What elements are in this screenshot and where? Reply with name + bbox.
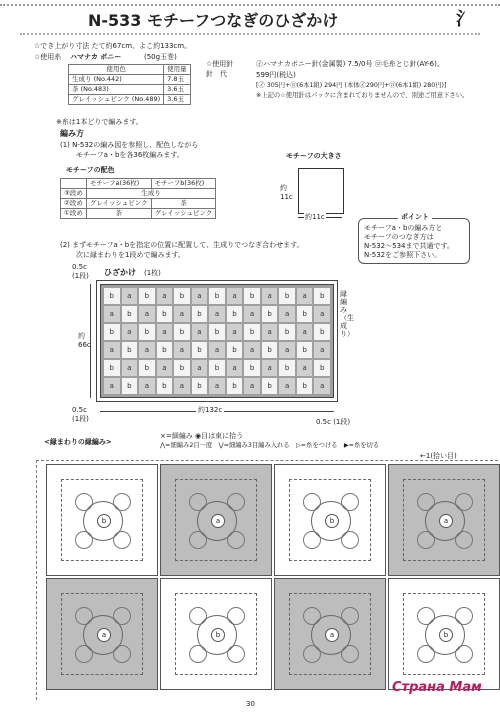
motif-cell-b: b <box>262 342 278 358</box>
motif-label: a <box>439 514 453 528</box>
motif-cell-a: a <box>157 288 173 304</box>
motif-cell-a: a <box>122 288 138 304</box>
blanket-width-label: 約132c <box>198 406 223 414</box>
method-heading: 編み方 <box>60 129 84 138</box>
motif-cell-a: a <box>122 360 138 376</box>
color-table-cell: 生成り <box>86 189 216 199</box>
motif-cell-b: b <box>279 288 295 304</box>
single-strand-note: ※糸は1本どりで編みます。 <box>56 118 143 126</box>
motif-cell-a: a <box>262 288 278 304</box>
color-table-cell: ②段め <box>61 199 87 209</box>
motif-cell-a: a <box>297 288 313 304</box>
motif-cell-a: a <box>244 306 260 322</box>
edging-motif-b <box>46 464 158 576</box>
top-margin-label: 0.5c <box>72 263 87 271</box>
motif-cell-b: b <box>157 306 173 322</box>
motif-cell-a: a <box>174 306 190 322</box>
edging-motif-a <box>388 464 500 576</box>
blanket-heading: ひざかけ <box>104 268 136 277</box>
yarn-table-cell: 生成り (No.442) <box>69 75 164 85</box>
motif-cell-a: a <box>139 306 155 322</box>
motif-cell-b: b <box>262 378 278 394</box>
motif-cell-b: b <box>314 288 330 304</box>
motif-cell-b: b <box>314 360 330 376</box>
color-table-cell: ③段め <box>61 189 87 199</box>
yarn-brand: ハマナカ ボニー <box>70 53 122 61</box>
motif-cell-a: a <box>104 306 120 322</box>
motif-size-square <box>298 168 344 214</box>
motif-cell-a: a <box>192 360 208 376</box>
motif-cell-a: a <box>157 324 173 340</box>
motif-label: b <box>211 628 225 642</box>
watermark-logo: Страна Мам <box>392 680 482 695</box>
yarn-table-cell: 茶 (No.483) <box>69 85 164 95</box>
color-table-cell: 茶 <box>86 209 151 219</box>
motif-cell-a: a <box>209 306 225 322</box>
color-table-cell: ①段め <box>61 209 87 219</box>
motif-cell-a: a <box>227 324 243 340</box>
motif-cell-a: a <box>314 378 330 394</box>
needle-text: ㋑ハマナカボニー針(金属製) 7.5/0号 ㋺毛糸とじ針(AY-6)。 <box>256 60 444 68</box>
edging-motif-b <box>388 578 500 690</box>
motif-cell-a: a <box>227 360 243 376</box>
motif-cell-a: a <box>174 342 190 358</box>
motif-cell-b: b <box>104 324 120 340</box>
motif-cell-b: b <box>244 288 260 304</box>
motif-cell-a: a <box>297 360 313 376</box>
motif-cell-b: b <box>192 378 208 394</box>
edging-legend-2: ⋀=細編み2目一度 ⋁=細編み3目編み入れる ▷=糸をつける ▶=糸を切る <box>160 442 380 449</box>
motif-cell-b: b <box>244 324 260 340</box>
motif-cell-b: b <box>104 288 120 304</box>
motif-cell-a: a <box>297 324 313 340</box>
price-detail: [㋑ 305円+㋺(6本1組) 294円 (本体㋑290円+㋺(6本1組) 280円)] <box>256 82 447 89</box>
blanket-height-label: 約66c <box>78 332 91 349</box>
motif-cell-b: b <box>122 378 138 394</box>
step1-text-cont: モチーフa・bを各36枚編みます。 <box>76 151 184 159</box>
motif-cell-a: a <box>192 324 208 340</box>
bottom-left-rows: (1段) <box>72 415 89 423</box>
point-line: N-532～534まで共通です。 <box>364 242 454 250</box>
motif-cell-b: b <box>174 324 190 340</box>
motif-cell-b: b <box>122 306 138 322</box>
motif-size-heading: モチーフの大きさ <box>286 152 342 160</box>
color-heading: モチーフの配色 <box>66 166 115 174</box>
motif-cell-a: a <box>262 324 278 340</box>
edging-motif-a <box>274 578 386 690</box>
motif-label: a <box>325 628 339 642</box>
color-table-cell: グレイッシュピンク <box>86 199 151 209</box>
motif-cell-b: b <box>314 324 330 340</box>
motif-cell-a: a <box>104 342 120 358</box>
motif-cell-a: a <box>314 306 330 322</box>
point-heading: ポイント <box>398 213 432 222</box>
motif-cell-b: b <box>209 324 225 340</box>
motif-cell-b: b <box>192 342 208 358</box>
motif-label: a <box>211 514 225 528</box>
motif-cell-b: b <box>244 360 260 376</box>
motif-label: b <box>439 628 453 642</box>
edging-motif-a <box>160 464 272 576</box>
motif-cell-a: a <box>174 378 190 394</box>
motif-cell-a: a <box>314 342 330 358</box>
edging-start-label: ←1(拾い目) <box>420 452 457 460</box>
color-table-header: モチーフb(36枚) <box>151 179 216 189</box>
motif-cell-b: b <box>227 378 243 394</box>
page-number: 30 <box>246 700 255 708</box>
motif-cell-b: b <box>279 360 295 376</box>
edging-heading: <縁まわりの縁編み> <box>44 438 112 446</box>
edging-motif-b <box>160 578 272 690</box>
brand-logo-icon: ⺡ <box>456 9 474 30</box>
motif-cell-b: b <box>174 360 190 376</box>
yarn-table <box>68 64 191 105</box>
blanket-count: (1枚) <box>144 269 161 277</box>
motif-cell-a: a <box>209 342 225 358</box>
bottom-left-margin: 0.5c <box>72 406 87 414</box>
motif-cell-a: a <box>209 378 225 394</box>
motif-cell-b: b <box>122 342 138 358</box>
yarn-weight: (50g玉巻) <box>144 53 177 61</box>
motif-cell-b: b <box>139 324 155 340</box>
motif-cell-b: b <box>174 288 190 304</box>
motif-cell-a: a <box>262 360 278 376</box>
color-table <box>60 178 216 219</box>
motif-cell-b: b <box>227 342 243 358</box>
point-line: モチーフのつなぎ方は <box>364 233 434 241</box>
edging-legend-1: ×=細編み ◉目は束に拾う <box>160 432 244 440</box>
point-line: N-532をご参照下さい。 <box>364 251 442 259</box>
title-underline <box>20 31 480 35</box>
step1-text: (1) N-532の編み図を参照し、配色しながら <box>60 141 199 149</box>
motif-cell-b: b <box>104 360 120 376</box>
yarn-table-cell: グレイッシュピンク (No.489) <box>69 95 164 105</box>
yarn-table-cell: 3.6玉 <box>164 95 191 105</box>
motif-cell-b: b <box>297 378 313 394</box>
motif-cell-a: a <box>157 360 173 376</box>
top-margin-rows: (1段) <box>72 272 89 280</box>
step2-text-cont: 次に縁まわりを1段めで編みます。 <box>76 251 185 259</box>
motif-cell-a: a <box>139 342 155 358</box>
motif-cell-a: a <box>139 378 155 394</box>
edging-motif-a <box>46 578 158 690</box>
color-table-cell: グレイッシュピンク <box>151 209 216 219</box>
motif-cell-b: b <box>157 378 173 394</box>
edging-motif-b <box>274 464 386 576</box>
yarn-label: ☆使用糸 <box>34 53 62 61</box>
needle-sub-label: 針 代 <box>206 70 227 78</box>
size-text: ☆でき上がり寸法 たて約67cm、よこ約133cm。 <box>34 42 192 50</box>
bottom-right-margin: 0.5c (1段) <box>316 418 351 426</box>
motif-cell-a: a <box>244 342 260 358</box>
motif-cell-a: a <box>122 324 138 340</box>
motif-cell-b: b <box>262 306 278 322</box>
motif-cell-a: a <box>279 378 295 394</box>
motif-cell-a: a <box>279 306 295 322</box>
color-table-cell: 茶 <box>151 199 216 209</box>
motif-label: b <box>97 514 111 528</box>
motif-cell-a: a <box>279 342 295 358</box>
page-title: N-533 モチーフつなぎのひざかけ <box>88 11 339 30</box>
motif-width-label: 約11c <box>305 213 325 221</box>
motif-grid <box>100 284 334 398</box>
yarn-table-cell: 3.6玉 <box>164 85 191 95</box>
step2-text: (2) まずモチーフa・bを指定の位置に配置して、生成りでつなぎ合わせます。 <box>60 241 304 249</box>
motif-cell-b: b <box>192 306 208 322</box>
motif-height-label: 約11c <box>280 184 293 201</box>
motif-cell-b: b <box>139 360 155 376</box>
yarn-table-header: 使用色 <box>69 65 164 75</box>
header-dotted-border <box>0 0 500 6</box>
price: 599円(税込) <box>256 71 296 79</box>
point-line: モチーフa・bの編み方と <box>364 224 443 232</box>
motif-cell-b: b <box>139 288 155 304</box>
motif-cell-b: b <box>297 342 313 358</box>
motif-label: a <box>97 628 111 642</box>
motif-cell-b: b <box>279 324 295 340</box>
motif-cell-b: b <box>297 306 313 322</box>
motif-cell-a: a <box>192 288 208 304</box>
color-table-header: モチーフa(36枚) <box>86 179 151 189</box>
yarn-table-cell: 7.8玉 <box>164 75 191 85</box>
yarn-table-header: 使用量 <box>164 65 191 75</box>
needle-label: ☆使用針 <box>206 60 234 68</box>
motif-cell-a: a <box>227 288 243 304</box>
motif-cell-a: a <box>104 378 120 394</box>
motif-cell-b: b <box>157 342 173 358</box>
motif-label: b <box>325 514 339 528</box>
motif-cell-b: b <box>209 288 225 304</box>
motif-cell-a: a <box>244 378 260 394</box>
color-table-header <box>61 179 87 189</box>
side-edging-label: 縁編み（生成り） <box>340 290 354 338</box>
needle-note: ※上記の☆使用針はパックに含まれておりませんので、別途ご用意下さい。 <box>256 92 469 99</box>
motif-cell-b: b <box>209 360 225 376</box>
motif-cell-b: b <box>227 306 243 322</box>
